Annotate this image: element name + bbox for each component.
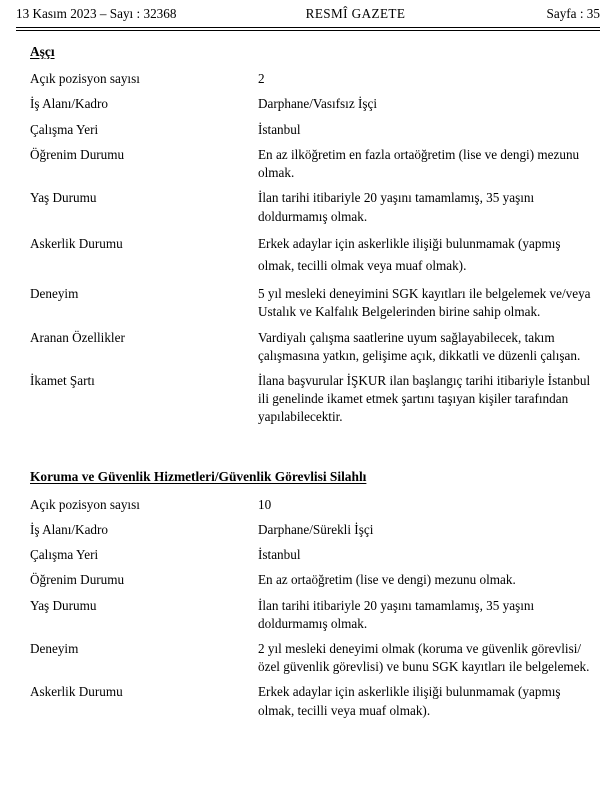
- row-value: Erkek adaylar için askerlikle ilişiği bulunmamak (yapmış olmak, tecilli olmak veya muaf olmak).: [258, 235, 561, 274]
- row-value: Darphane/Vasıfsız İşçi: [258, 96, 378, 112]
- table-row: [16, 117, 600, 142]
- table-row: [16, 369, 600, 431]
- table-row: [16, 229, 600, 281]
- position-details-table: [16, 67, 600, 430]
- row-label: Öğrenim Durumu: [30, 146, 125, 162]
- row-label: Çalışma Yeri: [30, 121, 99, 137]
- row-label: İş Alanı/Kadro: [30, 521, 109, 537]
- row-label: Açık pozisyon sayısı: [30, 71, 140, 87]
- row-label: Aranan Özellikler: [30, 329, 125, 345]
- table-row: [16, 282, 600, 325]
- header-publication-title: RESMÎ GAZETE: [305, 6, 406, 21]
- row-value: Erkek adaylar için askerlikle ilişiği bulunmamak (yapmış olmak, tecilli veya muaf olmak).: [258, 684, 561, 718]
- table-row: [16, 543, 600, 568]
- row-label: Yaş Durumu: [30, 597, 97, 613]
- row-label: Deneyim: [30, 640, 79, 656]
- row-value: 2: [258, 71, 265, 87]
- row-value: İlan tarihi itibariyle 20 yaşını tamamlamış, 35 yaşını doldurmamış olmak.: [258, 597, 535, 631]
- row-value: Vardiyalı çalışma saatlerine uyum sağlayabilecek, takım çalışmasına yatkın, gelişime açık, dikkatli ve düzenli çalışan.: [258, 329, 581, 363]
- row-value: 10: [258, 496, 272, 512]
- row-label: İş Alanı/Kadro: [30, 96, 109, 112]
- section-heading: Aşçı: [30, 43, 55, 59]
- row-value: En az ilköğretim en fazla ortaöğretim (lise ve dengi) mezunu olmak.: [258, 146, 580, 181]
- row-label: Askerlik Durumu: [30, 684, 123, 700]
- row-label: Askerlik Durumu: [30, 235, 123, 251]
- row-label: Çalışma Yeri: [30, 547, 99, 563]
- table-row: [16, 593, 600, 636]
- table-row: [16, 636, 600, 679]
- row-value: İlan tarihi itibariyle 20 yaşını tamamlamış, 35 yaşını doldurmamış olmak.: [258, 190, 535, 224]
- table-row: [16, 92, 600, 117]
- table-row: [16, 680, 600, 723]
- table-row: [16, 517, 600, 542]
- header-issue-info: 13 Kasım 2023 – Sayı : 32368: [16, 6, 177, 21]
- header-page-number: Sayfa : 35: [546, 6, 600, 21]
- table-row: [16, 325, 600, 368]
- sections-container: [16, 31, 600, 724]
- table-row: [16, 142, 600, 185]
- row-value: Darphane/Sürekli İşçi: [258, 521, 374, 537]
- row-label: İkamet Şartı: [30, 373, 95, 388]
- section-heading: Koruma ve Güvenlik Hizmetleri/Güvenlik Görevlisi Silahlı: [30, 469, 367, 485]
- table-row: [16, 492, 600, 517]
- page-header: [0, 0, 616, 23]
- row-label: Deneyim: [30, 286, 79, 302]
- row-value: İlana başvurular İŞKUR ilan başlangıç tarihi itibariyle İstanbul ili genelinde ikamet etmek şartını taşıyan kişiler tarafından yapılabilecektir.: [258, 373, 591, 425]
- section-spacer: [16, 430, 600, 456]
- position-details-table: [16, 492, 600, 723]
- row-label: Öğrenim Durumu: [30, 572, 125, 588]
- row-value: 2 yıl mesleki deneyimi olmak (koruma ve güvenlik görevlisi/özel güvenlik görevlisi) ve bunu SGK kayıtları ile belgelemek.: [258, 640, 590, 675]
- row-label: Açık pozisyon sayısı: [30, 496, 140, 512]
- row-value: En az ortaöğretim (lise ve dengi) mezunu olmak.: [258, 572, 516, 588]
- row-value: İstanbul: [258, 121, 301, 137]
- table-row: [16, 568, 600, 593]
- table-row: [16, 67, 600, 92]
- row-value: 5 yıl mesleki deneyimini SGK kayıtları ile belgelemek ve/veya Ustalık ve Kalfalık Belgelerinden birine sahip olmak.: [258, 286, 591, 320]
- document-body: [0, 31, 616, 724]
- job-position-section: [16, 456, 600, 723]
- job-position-section: [16, 31, 600, 430]
- row-value: İstanbul: [258, 547, 301, 563]
- row-label: Yaş Durumu: [30, 190, 97, 206]
- table-row: [16, 186, 600, 229]
